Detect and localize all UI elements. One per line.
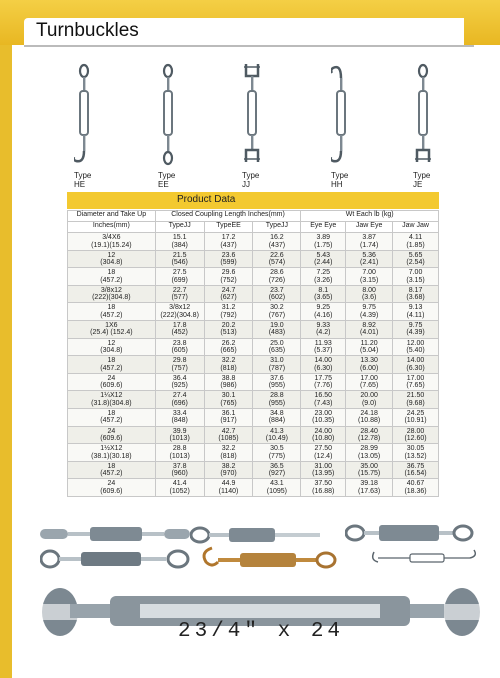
type-word: Type (413, 171, 431, 180)
table-cell: 21.5 (546) (155, 250, 204, 268)
product-label (331, 171, 391, 189)
table-cell: 7.00 (3.15) (393, 268, 439, 286)
table-cell: 3/8x12 (222)(304.8) (68, 285, 156, 303)
table-row (68, 479, 439, 497)
column-header: TypeJJ (155, 222, 204, 233)
hook-hook-turnbuckle-icon (331, 62, 371, 174)
product-types (20, 62, 490, 192)
table-cell: 27.50 (12.4) (301, 444, 346, 462)
table-title-bar (67, 192, 439, 209)
table-cell: 3.89 (1.75) (301, 233, 346, 251)
column-header: TypeEE (204, 222, 253, 233)
table-cell: 36.4 (925) (155, 373, 204, 391)
table-cell: 24 (609.6) (68, 479, 156, 497)
type-word: Type (331, 171, 349, 180)
product-label (242, 171, 302, 189)
jaw-eye-turnbuckle-icon (413, 62, 453, 174)
table-cell: 17.75 (7.76) (301, 373, 346, 391)
table-cell: 18 (457.2) (68, 268, 156, 286)
table-cell: 30.5 (775) (253, 444, 301, 462)
column-header-row (68, 222, 439, 233)
turnbuckle-photo-5 (200, 544, 340, 574)
table-cell: 9.75 (4.39) (346, 303, 393, 321)
table-title: Product Data (177, 194, 236, 205)
table-cell: 3/4X6 (19.1)(15.24) (68, 233, 156, 251)
table-cell: 14.00 (6.30) (393, 356, 439, 374)
group-header-diameter: Diameter and Take Up (68, 211, 156, 222)
table-cell: 26.2 (665) (204, 338, 253, 356)
table-cell: 38.8 (986) (204, 373, 253, 391)
table-cell: 32.2 (818) (204, 444, 253, 462)
table-cell: 12.00 (5.40) (393, 338, 439, 356)
table-row (68, 268, 439, 286)
table-cell: 31.2 (792) (204, 303, 253, 321)
table-row (68, 391, 439, 409)
type-code: HH (331, 180, 343, 189)
table-row (68, 285, 439, 303)
table-cell: 22.6 (574) (253, 250, 301, 268)
table-cell: 20.00 (9.0) (346, 391, 393, 409)
table-cell: 5.43 (2.44) (301, 250, 346, 268)
table-cell: 39.18 (17.63) (346, 479, 393, 497)
table-row (68, 250, 439, 268)
table-cell: 28.40 (12.78) (346, 426, 393, 444)
column-header: Jaw Eye (346, 222, 393, 233)
table-cell: 3.87 (1.74) (346, 233, 393, 251)
table-row (68, 461, 439, 479)
table-row (68, 320, 439, 338)
left-accent-strip (0, 0, 12, 678)
turnbuckle-photo-4 (40, 548, 190, 570)
table-cell: 24 (609.6) (68, 373, 156, 391)
table-cell: 22.7 (577) (155, 285, 204, 303)
table-cell: 11.93 (5.37) (301, 338, 346, 356)
table-cell: 23.00 (10.35) (301, 408, 346, 426)
table-cell: 1½X12 (38.1)(30.18) (68, 444, 156, 462)
photo-size-caption: 23/4" x 24 (178, 620, 345, 643)
table-cell: 9.75 (4.39) (393, 320, 439, 338)
table-row (68, 356, 439, 374)
table-cell: 18 (457.2) (68, 356, 156, 374)
table-cell: 11.20 (5.04) (346, 338, 393, 356)
product-label (158, 171, 218, 189)
table-cell: 12 (304.8) (68, 338, 156, 356)
table-cell: 31.0 (787) (253, 356, 301, 374)
table-cell: 23.8 (605) (155, 338, 204, 356)
table-cell: 38.2 (970) (204, 461, 253, 479)
column-header: TypeJJ (253, 222, 301, 233)
table-cell: 39.9 (1013) (155, 426, 204, 444)
table-cell: 15.1 (384) (155, 233, 204, 251)
table-cell: 24.00 (10.80) (301, 426, 346, 444)
product-label (74, 171, 134, 189)
group-header-closed-length: Closed Coupling Length Inches(mm) (155, 211, 301, 222)
table-cell: 33.4 (848) (155, 408, 204, 426)
table-cell: 8.00 (3.6) (346, 285, 393, 303)
table-cell: 9.25 (4.16) (301, 303, 346, 321)
table-cell: 13.30 (6.00) (346, 356, 393, 374)
type-word: Type (242, 171, 260, 180)
table-row (68, 373, 439, 391)
turnbuckle-photo-2 (190, 524, 320, 546)
table-cell: 42.7 (1085) (204, 426, 253, 444)
product-photos (30, 516, 490, 676)
product-data-table (67, 210, 439, 497)
page-title: Turnbuckles (36, 20, 139, 41)
column-header: Eye Eye (301, 222, 346, 233)
table-cell: 24.18 (10.88) (346, 408, 393, 426)
table-cell: 19.0 (483) (253, 320, 301, 338)
table-row (68, 338, 439, 356)
table-cell: 44.9 (1140) (204, 479, 253, 497)
table-cell: 1X6 (25.4) (152.4) (68, 320, 156, 338)
turnbuckle-photo-1 (40, 524, 190, 544)
eye-eye-turnbuckle-icon (158, 62, 198, 174)
table-cell: 30.2 (767) (253, 303, 301, 321)
table-cell: 14.00 (6.30) (301, 356, 346, 374)
table-cell: 12 (304.8) (68, 250, 156, 268)
product-type-je (413, 62, 500, 192)
table-cell: 40.67 (18.36) (393, 479, 439, 497)
hook-eye-turnbuckle-icon (74, 62, 114, 174)
table-row (68, 426, 439, 444)
group-header-row (68, 211, 439, 222)
table-cell: 30.1 (765) (204, 391, 253, 409)
table-cell: 17.8 (452) (155, 320, 204, 338)
table-cell: 18 (457.2) (68, 408, 156, 426)
table-cell: 17.00 (7.65) (393, 373, 439, 391)
table-cell: 37.6 (955) (253, 373, 301, 391)
table-cell: 17.00 (7.65) (346, 373, 393, 391)
table-cell: 16.50 (7.43) (301, 391, 346, 409)
table-cell: 31.00 (13.95) (301, 461, 346, 479)
product-type-hh (331, 62, 421, 192)
table-cell: 25.0 (635) (253, 338, 301, 356)
table-cell: 41.4 (1052) (155, 479, 204, 497)
table-cell: 28.8 (1013) (155, 444, 204, 462)
table-cell: 18 (457.2) (68, 303, 156, 321)
turnbuckle-photo-3 (345, 522, 475, 544)
table-cell: 7.00 (3.15) (346, 268, 393, 286)
table-cell: 3/8x12 (222)(304.8) (155, 303, 204, 321)
table-cell: 8.92 (4.01) (346, 320, 393, 338)
table-cell: 34.8 (884) (253, 408, 301, 426)
table-cell: 24.25 (10.91) (393, 408, 439, 426)
table-cell: 36.75 (16.54) (393, 461, 439, 479)
table-row (68, 233, 439, 251)
table-cell: 29.6 (752) (204, 268, 253, 286)
table-body (68, 233, 439, 497)
table-cell: 5.65 (2.54) (393, 250, 439, 268)
type-code: EE (158, 180, 169, 189)
table-cell: 7.25 (3.26) (301, 268, 346, 286)
table-cell: 5.36 (2.41) (346, 250, 393, 268)
table-cell: 43.1 (1095) (253, 479, 301, 497)
table-cell: 28.6 (726) (253, 268, 301, 286)
table-row (68, 303, 439, 321)
table-cell: 32.2 (818) (204, 356, 253, 374)
jaw-jaw-turnbuckle-icon (242, 62, 282, 174)
table-cell: 27.4 (696) (155, 391, 204, 409)
type-word: Type (74, 171, 92, 180)
table-cell: 9.13 (4.11) (393, 303, 439, 321)
table-cell: 23.7 (602) (253, 285, 301, 303)
product-label (413, 171, 473, 189)
table-row (68, 408, 439, 426)
table-cell: 16.2 (437) (253, 233, 301, 251)
table-cell: 28.00 (12.60) (393, 426, 439, 444)
table-cell: 20.2 (513) (204, 320, 253, 338)
table-cell: 28.99 (13.05) (346, 444, 393, 462)
product-type-ee (158, 62, 248, 192)
table-cell: 29.8 (757) (155, 356, 204, 374)
table-cell: 36.1 (917) (204, 408, 253, 426)
type-code: JE (413, 180, 423, 189)
table-cell: 8.17 (3.68) (393, 285, 439, 303)
table-row (68, 444, 439, 462)
table-cell: 17.2 (437) (204, 233, 253, 251)
type-code: JJ (242, 180, 250, 189)
table-cell: 4.11 (1.85) (393, 233, 439, 251)
type-word: Type (158, 171, 176, 180)
table-cell: 27.5 (699) (155, 268, 204, 286)
column-header: Inches(mm) (68, 222, 156, 233)
table-cell: 30.05 (13.52) (393, 444, 439, 462)
table-cell: 37.50 (16.88) (301, 479, 346, 497)
group-header-weight: Wt Each lb (kg) (301, 211, 439, 222)
type-code: HE (74, 180, 86, 189)
table-cell: 8.1 (3.65) (301, 285, 346, 303)
table-cell: 24.7 (627) (204, 285, 253, 303)
table-cell: 21.50 (9.68) (393, 391, 439, 409)
table-cell: 24 (609.6) (68, 426, 156, 444)
column-header: Jaw Jaw (393, 222, 439, 233)
table-cell: 35.00 (15.75) (346, 461, 393, 479)
table-cell: 1¼X12 (31.8)(304.8) (68, 391, 156, 409)
table-cell: 37.8 (960) (155, 461, 204, 479)
table-cell: 9.33 (4.2) (301, 320, 346, 338)
turnbuckle-photo-6 (370, 546, 480, 568)
product-type-jj (242, 62, 332, 192)
table-cell: 36.5 (927) (253, 461, 301, 479)
table-cell: 23.6 (599) (204, 250, 253, 268)
title-rule (24, 45, 474, 47)
table-cell: 18 (457.2) (68, 461, 156, 479)
table-cell: 28.8 (955) (253, 391, 301, 409)
product-type-he (74, 62, 164, 192)
table-cell: 41.3 (10.49) (253, 426, 301, 444)
